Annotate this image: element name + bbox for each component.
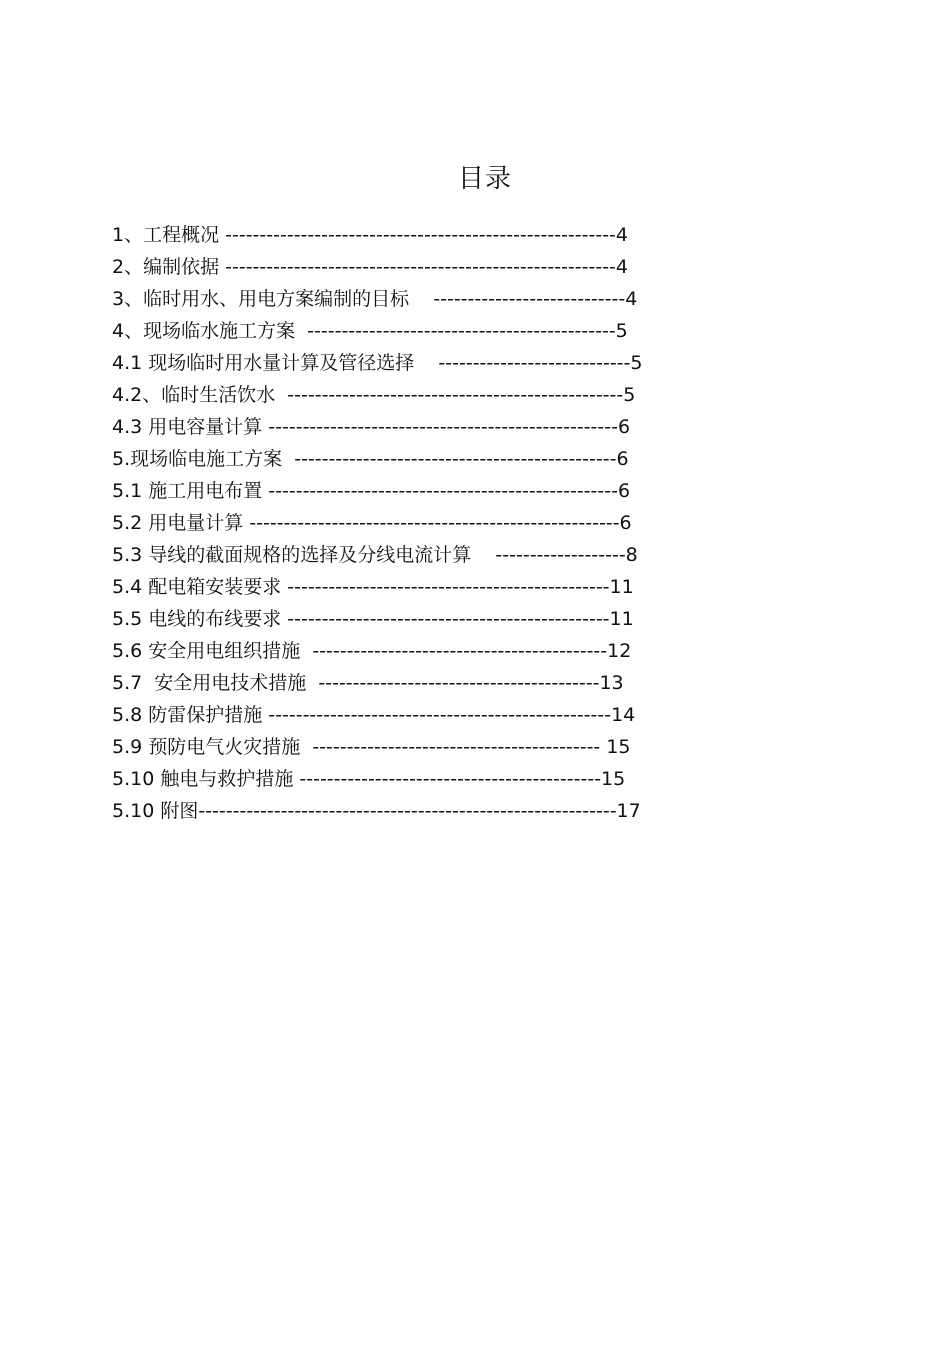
table-of-contents — [112, 219, 642, 827]
toc-entry-5-10-attachment: 5.10 附图-------------------------------------------------------------17 — [112, 800, 641, 822]
toc-entry-5-10: 5.10 触电与救护措施 --------------------------------------------15 — [112, 768, 626, 790]
toc-entry-4-1: 4.1 现场临时用水量计算及管径选择 ----------------------------5 — [112, 352, 643, 374]
toc-entry-5-4: 5.4 配电箱安装要求 -----------------------------------------------11 — [112, 576, 634, 598]
toc-entry-4: 4、现场临水施工方案 ---------------------------------------------5 — [112, 320, 628, 342]
toc-entry-4-2: 4.2、临时生活饮水 -------------------------------------------------5 — [112, 384, 636, 406]
toc-entry-5-8: 5.8 防雷保护措施 --------------------------------------------------14 — [112, 704, 636, 726]
toc-entry-1: 1、工程概况 ---------------------------------------------------------4 — [112, 224, 629, 246]
toc-entry-5-7: 5.7 安全用电技术措施 -----------------------------------------13 — [112, 672, 624, 694]
toc-entry-5-1: 5.1 施工用电布置 ---------------------------------------------------6 — [112, 480, 631, 502]
toc-entry-5: 5.现场临电施工方案 -----------------------------------------------6 — [112, 448, 629, 470]
page-title: 目录 — [457, 164, 512, 194]
toc-entry-2: 2、编制依据 ---------------------------------------------------------4 — [112, 256, 629, 278]
toc-entry-5-2: 5.2 用电量计算 ------------------------------------------------------6 — [112, 512, 632, 534]
toc-entry-4-3: 4.3 用电容量计算 ---------------------------------------------------6 — [112, 416, 631, 438]
toc-entry-5-9: 5.9 预防电气火灾措施 ------------------------------------------ 15 — [112, 736, 631, 758]
toc-entry-5-3: 5.3 导线的截面规格的选择及分线电流计算 -------------------8 — [112, 544, 638, 566]
toc-entry-5-6: 5.6 安全用电组织措施 -------------------------------------------12 — [112, 640, 632, 662]
toc-entry-5-5: 5.5 电线的布线要求 -----------------------------------------------11 — [112, 608, 634, 630]
toc-entry-3: 3、临时用水、用电方案编制的目标 ----------------------------4 — [112, 288, 638, 310]
